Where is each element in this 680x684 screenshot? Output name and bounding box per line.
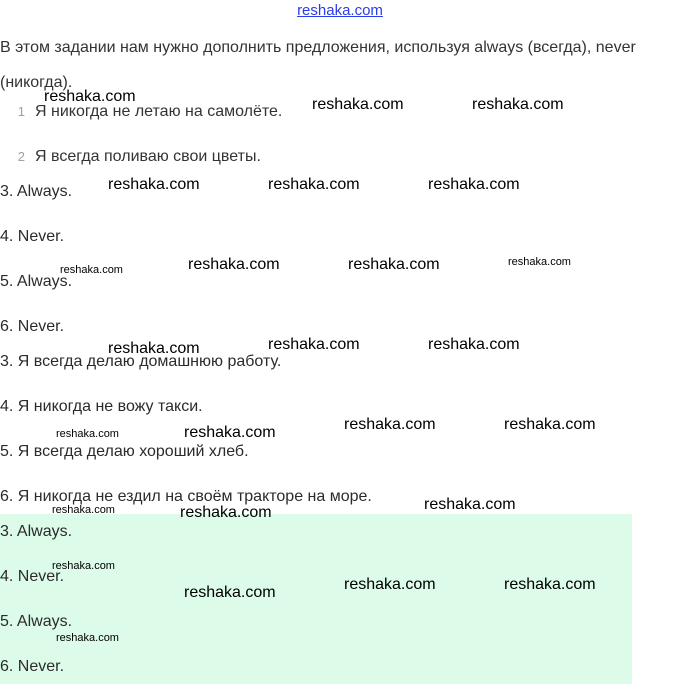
watermark: reshaka.com bbox=[428, 176, 520, 193]
watermark: reshaka.com bbox=[108, 340, 200, 357]
watermark: reshaka.com bbox=[348, 256, 440, 273]
watermark: reshaka.com bbox=[472, 96, 564, 113]
intro-paragraph: В этом задании нам нужно дополнить предложения, используя always (всегда), never (никогда). bbox=[0, 39, 636, 91]
watermark: reshaka.com bbox=[108, 176, 200, 193]
watermark: reshaka.com bbox=[180, 504, 272, 521]
list-item-text: Я никогда не летаю на самолёте. bbox=[35, 103, 283, 120]
watermark: reshaka.com bbox=[44, 88, 136, 105]
list-number: 1 bbox=[17, 104, 25, 119]
watermark: reshaka.com bbox=[344, 576, 436, 593]
translation-line: 5. Я всегда делаю хороший хлеб. bbox=[0, 443, 249, 460]
watermark: reshaka.com bbox=[52, 560, 115, 572]
watermark: reshaka.com bbox=[268, 176, 360, 193]
watermark: reshaka.com bbox=[424, 496, 516, 513]
answer-line: 4. Never. bbox=[0, 568, 65, 585]
list-item-text: Я всегда поливаю свои цветы. bbox=[35, 148, 261, 165]
answer-line: 6. Never. bbox=[0, 658, 65, 675]
highlighted-block bbox=[0, 514, 632, 684]
numbered-list-item bbox=[0, 102, 282, 122]
translation-line: 3. Я всегда делаю домашнюю работу. bbox=[0, 353, 282, 370]
watermark: reshaka.com bbox=[268, 336, 360, 353]
translation-line: 4. Я никогда не вожу такси. bbox=[0, 398, 203, 415]
answer-line: 5. Always. bbox=[0, 273, 73, 290]
answer-line: 3. Always. bbox=[0, 523, 73, 540]
watermark: reshaka.com bbox=[184, 424, 276, 441]
watermark: reshaka.com bbox=[504, 576, 596, 593]
answer-line: 5. Always. bbox=[0, 613, 73, 630]
list-number: 2 bbox=[17, 149, 25, 164]
answer-line: 6. Never. bbox=[0, 318, 65, 335]
watermark: reshaka.com bbox=[52, 504, 115, 516]
watermark: reshaka.com bbox=[508, 256, 571, 268]
watermark: reshaka.com bbox=[428, 336, 520, 353]
answer-line: 4. Never. bbox=[0, 228, 65, 245]
watermark: reshaka.com bbox=[312, 96, 404, 113]
watermark: reshaka.com bbox=[56, 632, 119, 644]
translation-line: 6. Я никогда не ездил на своём тракторе на море. bbox=[0, 488, 372, 505]
watermark: reshaka.com bbox=[504, 416, 596, 433]
watermark: reshaka.com bbox=[188, 256, 280, 273]
site-header-link[interactable]: reshaka.com bbox=[297, 2, 383, 19]
watermark: reshaka.com bbox=[56, 428, 119, 440]
watermark: reshaka.com bbox=[184, 584, 276, 601]
watermark: reshaka.com bbox=[60, 264, 123, 276]
answer-line: 3. Always. bbox=[0, 183, 73, 200]
watermark: reshaka.com bbox=[344, 416, 436, 433]
numbered-list-item bbox=[0, 147, 261, 167]
